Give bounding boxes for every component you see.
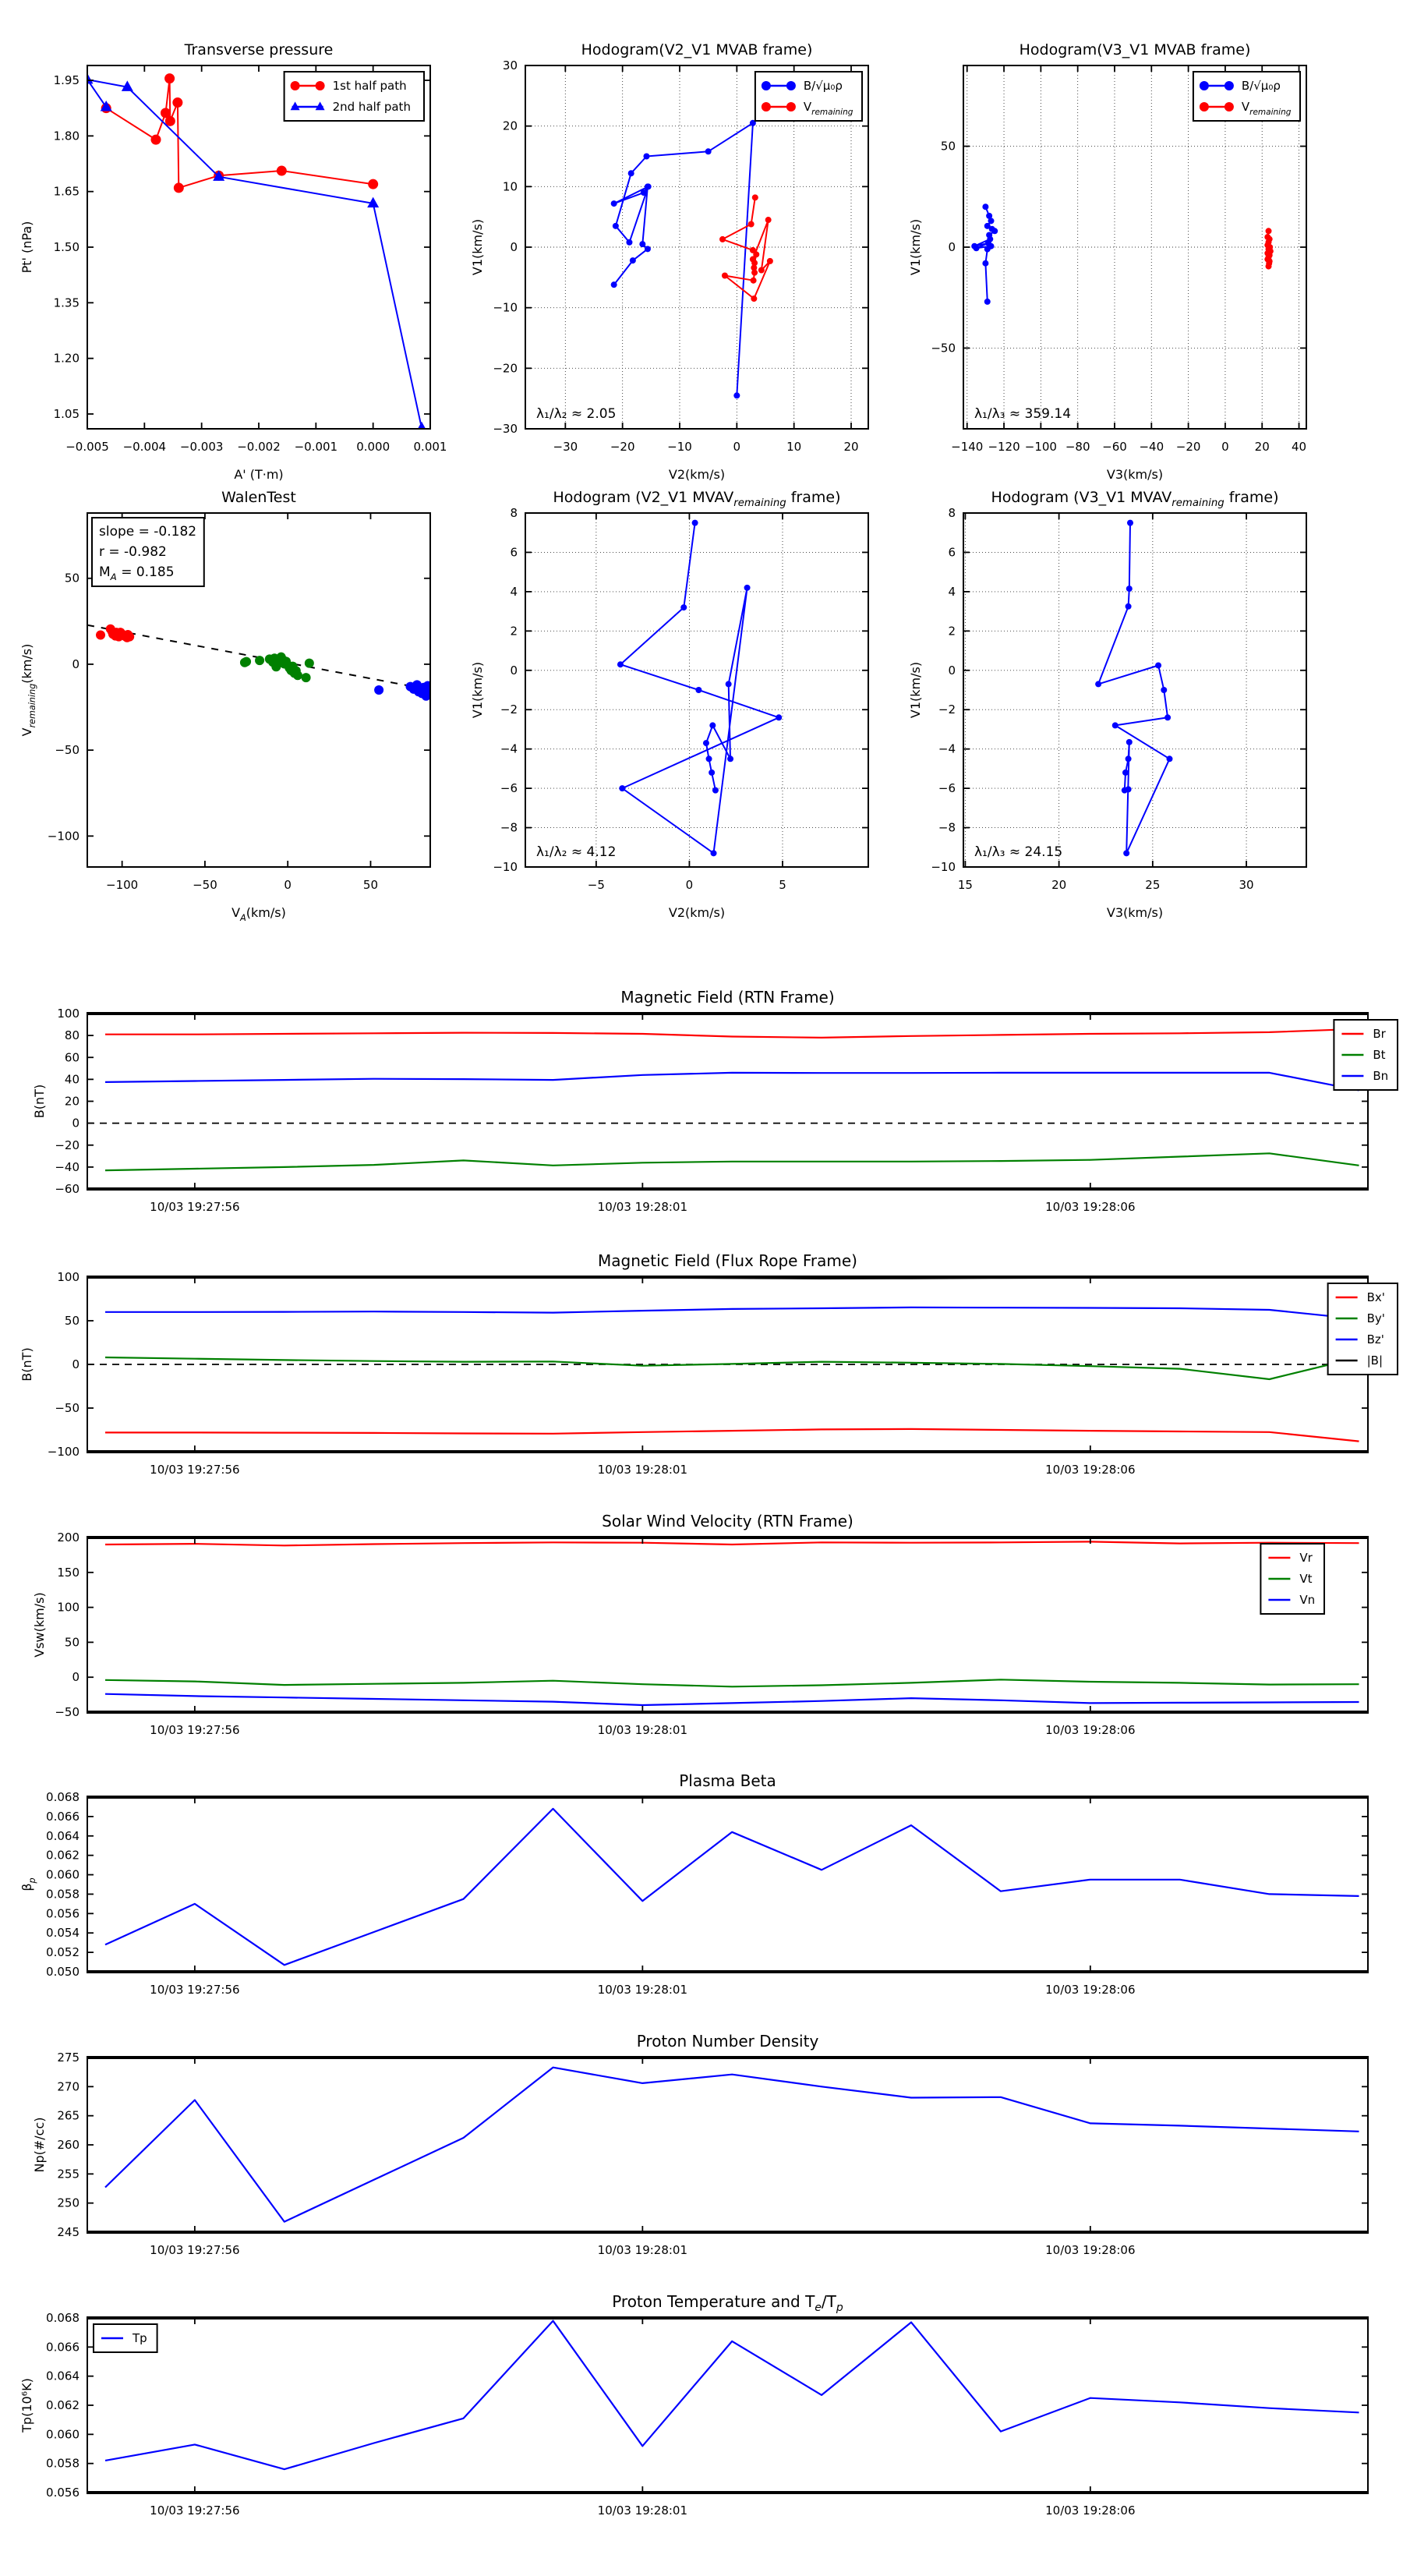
y-axis-label: V1(km/s) [908, 218, 923, 276]
x-tick-label: −60 [1102, 440, 1127, 454]
legend [1328, 1283, 1398, 1375]
x-tick-label: 0 [1221, 440, 1229, 454]
x-tick-label: 30 [1239, 878, 1254, 892]
legend [1334, 1020, 1398, 1090]
legend-label: Vr [1299, 1551, 1313, 1565]
panel-magnetic-field-rtn [32, 988, 1398, 1214]
x-tick-label: 10 [786, 440, 802, 454]
panel-title: Magnetic Field (RTN Frame) [620, 988, 835, 1007]
x-tick-label: −100 [1024, 440, 1057, 454]
y-tick-label: 20 [502, 119, 518, 133]
x-tick-label: 10/03 19:27:56 [150, 1983, 240, 1997]
y-tick-label: 100 [57, 1270, 80, 1284]
y-tick-label: 0.058 [46, 1887, 80, 1902]
panel-title: Hodogram (V2_V1 $MVAV_{remaining}$ frame) [553, 489, 841, 509]
y-tick-label: 80 [64, 1028, 80, 1043]
x-tick-label: 20 [1254, 440, 1270, 454]
y-tick-label: −10 [931, 860, 956, 874]
panel-plasma-beta [19, 1771, 1369, 1997]
y-tick-label: 0.062 [46, 1848, 80, 1863]
y-axis-label: V1(km/s) [908, 661, 923, 719]
panel-title: Transverse pressure [184, 41, 334, 58]
x-tick-label: 0.000 [356, 440, 391, 454]
y-tick-label: −2 [500, 702, 518, 717]
y-tick-label: 0 [948, 663, 956, 678]
legend-label: Bx' [1366, 1290, 1385, 1304]
y-tick-label: −100 [47, 829, 80, 844]
panel-title: Proton Temperature and $T_e/T_p$ [612, 2292, 843, 2314]
legend [94, 2324, 157, 2352]
legend-label: Bn [1373, 1069, 1389, 1083]
x-tick-label: 10/03 19:28:01 [597, 2243, 688, 2257]
y-tick-label: 40 [64, 1072, 80, 1087]
panel-magnetic-field-flux-rope [19, 1251, 1398, 1477]
legend-label: $V_{remaining}$ [803, 100, 853, 117]
y-tick-label: 4 [510, 584, 518, 599]
x-tick-label: 10/03 19:27:56 [150, 1723, 240, 1737]
y-tick-label: 1.50 [53, 240, 80, 254]
annotation-text: λ₁/λ₃ ≈ 359.14 [974, 406, 1072, 422]
legend-label: Bz' [1366, 1332, 1384, 1346]
x-axis-label: $V_A(km/s)$ [231, 905, 286, 923]
y-tick-label: 30 [502, 58, 518, 73]
y-tick-label: −8 [500, 820, 518, 835]
y-tick-label: −4 [500, 741, 518, 756]
x-axis-label: V3(km/s) [1106, 467, 1164, 482]
y-tick-label: 0.062 [46, 2398, 80, 2412]
y-tick-label: 150 [57, 1565, 80, 1580]
y-tick-label: −20 [493, 361, 518, 376]
y-tick-label: 50 [64, 571, 80, 586]
y-tick-label: 0.068 [46, 1790, 80, 1804]
y-tick-label: −60 [55, 1182, 80, 1196]
y-axis-label: Tp(10⁶K) [19, 2378, 34, 2433]
x-axis-label: V2(km/s) [668, 905, 726, 920]
y-tick-label: −40 [55, 1159, 80, 1174]
legend-label: $V_{remaining}$ [1241, 100, 1292, 117]
x-tick-label: −0.002 [237, 440, 281, 454]
y-tick-label: 2 [948, 624, 956, 639]
x-tick-label: 0.001 [413, 440, 447, 454]
x-tick-label: −20 [610, 440, 635, 454]
panel-title: Hodogram (V3_V1 $MVAV_{remaining}$ frame) [991, 489, 1279, 509]
y-tick-label: −50 [55, 1705, 80, 1719]
y-axis-label: V1(km/s) [470, 661, 485, 719]
y-tick-label: 6 [948, 545, 956, 560]
legend-label: Vn [1299, 1593, 1316, 1607]
panel-hodogram-v2v1-mvav [470, 489, 868, 920]
y-tick-label: 0 [510, 663, 518, 678]
x-tick-label: 0 [733, 440, 741, 454]
panel-solar-wind-velocity [32, 1512, 1369, 1737]
y-axis-label: Np(#/cc) [32, 2117, 47, 2173]
x-tick-label: 15 [957, 878, 973, 892]
y-tick-label: 1.20 [53, 351, 80, 366]
x-tick-label: −20 [1175, 440, 1201, 454]
legend-label: 2nd half path [332, 100, 411, 114]
y-axis-label: B(nT) [19, 1347, 34, 1382]
y-tick-label: 6 [510, 545, 518, 560]
y-tick-label: 50 [940, 139, 956, 154]
x-tick-label: −50 [193, 878, 217, 892]
legend-label: B/√μ₀ρ [1241, 79, 1281, 93]
y-tick-label: 20 [64, 1094, 80, 1109]
y-tick-label: 0 [72, 1357, 80, 1371]
x-tick-label: −40 [1139, 440, 1164, 454]
y-axis-label: Vsw(km/s) [32, 1592, 47, 1658]
y-tick-label: 0.068 [46, 2311, 80, 2325]
x-tick-label: 10/03 19:28:01 [597, 1463, 688, 1477]
y-tick-label: 200 [57, 1530, 80, 1545]
y-tick-label: 0 [72, 1670, 80, 1685]
y-tick-label: 0.050 [46, 1965, 80, 1979]
x-tick-label: 10/03 19:28:06 [1045, 1200, 1136, 1214]
x-tick-label: 10/03 19:27:56 [150, 1200, 240, 1214]
legend [284, 72, 424, 121]
annotation-line: slope = -0.182 [99, 524, 197, 540]
x-tick-label: 0 [685, 878, 694, 892]
x-tick-label: −140 [951, 440, 984, 454]
panel-title: Plasma Beta [679, 1771, 776, 1790]
y-tick-label: 0.056 [46, 2486, 80, 2500]
x-tick-label: 0 [284, 878, 292, 892]
y-tick-label: 275 [57, 2051, 80, 2065]
x-tick-label: 50 [362, 878, 379, 892]
y-tick-label: 1.05 [53, 406, 80, 421]
x-axis-label: A' (T·m) [234, 467, 284, 482]
y-axis-label: B(nT) [32, 1084, 47, 1119]
y-tick-label: 0 [72, 1116, 80, 1131]
y-tick-label: 0.060 [46, 1867, 80, 1882]
legend-label: 1st half path [332, 79, 407, 93]
y-tick-label: 1.65 [53, 184, 80, 199]
panel-title: Hodogram(V3_V1 MVAB frame) [1019, 41, 1251, 58]
panel-title: WalenTest [221, 489, 296, 506]
x-tick-label: −0.001 [294, 440, 338, 454]
y-tick-label: 0.066 [46, 2340, 80, 2355]
y-tick-label: 0 [510, 240, 518, 254]
x-tick-label: 40 [1291, 440, 1307, 454]
panel-hodogram-v3v1-mvav [908, 489, 1306, 920]
legend [755, 72, 862, 121]
annotation-line: $M_A = 0.185$ [99, 564, 175, 582]
panel-hodogram-v2v1-mvab [470, 41, 868, 482]
y-tick-label: 0.064 [46, 2369, 80, 2383]
y-tick-label: −50 [931, 341, 956, 356]
y-tick-label: 0.060 [46, 2427, 80, 2442]
y-tick-label: 260 [57, 2138, 80, 2152]
y-tick-label: 1.80 [53, 129, 80, 143]
y-tick-label: 255 [57, 2167, 80, 2181]
x-tick-label: −10 [667, 440, 692, 454]
y-tick-label: −2 [938, 702, 956, 717]
legend-label: By' [1366, 1311, 1385, 1325]
x-tick-label: 10/03 19:28:01 [597, 1983, 688, 1997]
x-tick-label: 10/03 19:27:56 [150, 2503, 240, 2518]
y-tick-label: 60 [64, 1050, 80, 1065]
y-tick-label: 0.066 [46, 1809, 80, 1824]
panel-title: Hodogram(V2_V1 MVAB frame) [581, 41, 813, 58]
panel-title: Solar Wind Velocity (RTN Frame) [602, 1512, 853, 1530]
x-axis-label: V3(km/s) [1106, 905, 1164, 920]
y-tick-label: 50 [64, 1314, 80, 1328]
y-tick-label: 270 [57, 2079, 80, 2094]
y-tick-label: 4 [948, 584, 956, 599]
y-tick-label: −6 [938, 781, 956, 796]
y-tick-label: 1.95 [53, 73, 80, 88]
y-tick-label: 1.35 [53, 295, 80, 310]
x-tick-label: 10/03 19:28:01 [597, 2503, 688, 2518]
legend-label: Tp [133, 2331, 147, 2345]
annotation-line: r = -0.982 [99, 544, 167, 560]
y-tick-label: 0.064 [46, 1828, 80, 1843]
y-tick-label: −50 [55, 743, 80, 758]
x-tick-label: 20 [843, 440, 859, 454]
y-tick-label: 100 [57, 1600, 80, 1615]
x-tick-label: 10/03 19:28:06 [1045, 1463, 1136, 1477]
y-tick-label: −8 [938, 820, 956, 835]
y-tick-label: 0.052 [46, 1945, 80, 1960]
legend-label: |B| [1366, 1353, 1384, 1368]
annotation-text: λ₁/λ₂ ≈ 4.12 [536, 844, 617, 860]
y-tick-label: −30 [493, 422, 518, 436]
x-tick-label: −100 [106, 878, 139, 892]
x-tick-label: 10/03 19:28:06 [1045, 1983, 1136, 1997]
y-tick-label: 10 [502, 179, 518, 194]
y-axis-label: Pt' (nPa) [19, 221, 34, 274]
x-tick-label: −0.005 [65, 440, 109, 454]
x-tick-label: 10/03 19:28:06 [1045, 2243, 1136, 2257]
panel-title: Proton Number Density [636, 2032, 819, 2051]
x-tick-label: −0.003 [179, 440, 224, 454]
legend [1260, 1544, 1324, 1614]
y-tick-label: −10 [493, 300, 518, 315]
legend-label: B/√μ₀ρ [803, 79, 843, 93]
y-tick-label: 8 [948, 506, 956, 520]
panel-hodogram-v3v1-mvab [908, 41, 1306, 482]
annotation-text: λ₁/λ₃ ≈ 24.15 [974, 844, 1063, 860]
y-tick-label: 50 [64, 1635, 80, 1650]
legend [1193, 72, 1300, 121]
y-tick-label: 245 [57, 2225, 80, 2239]
annotation-text: λ₁/λ₂ ≈ 2.05 [536, 406, 617, 422]
y-tick-label: −50 [55, 1401, 80, 1415]
x-tick-label: 20 [1051, 878, 1067, 892]
x-tick-label: −30 [553, 440, 578, 454]
y-tick-label: −4 [938, 741, 956, 756]
x-tick-label: −80 [1065, 440, 1090, 454]
legend-label: Vt [1299, 1572, 1313, 1586]
y-axis-label: $V_{remaining}(km/s)$ [19, 643, 37, 737]
y-tick-label: 0 [72, 656, 80, 671]
x-tick-label: 10/03 19:28:06 [1045, 1723, 1136, 1737]
panel-title: Magnetic Field (Flux Rope Frame) [598, 1251, 857, 1270]
annotation-box [92, 518, 204, 586]
x-tick-label: −120 [988, 440, 1020, 454]
x-tick-label: 10/03 19:27:56 [150, 2243, 240, 2257]
y-tick-label: −20 [55, 1138, 80, 1152]
y-tick-label: 0.054 [46, 1926, 80, 1941]
panel-proton-temperature [19, 2292, 1369, 2518]
y-tick-label: −10 [493, 860, 518, 874]
y-tick-label: −100 [47, 1445, 80, 1459]
y-tick-label: 0.056 [46, 1906, 80, 1921]
x-tick-label: 10/03 19:28:01 [597, 1200, 688, 1214]
y-tick-label: 0 [948, 240, 956, 254]
legend-label: Bt [1373, 1048, 1386, 1062]
x-axis-label: V2(km/s) [668, 467, 726, 482]
y-tick-label: 8 [510, 506, 518, 520]
y-tick-label: 250 [57, 2196, 80, 2210]
panel-proton-number-density [32, 2032, 1369, 2257]
x-tick-label: −0.004 [122, 440, 167, 454]
x-tick-label: 25 [1145, 878, 1161, 892]
x-tick-label: 10/03 19:28:06 [1045, 2503, 1136, 2518]
y-tick-label: 0.058 [46, 2456, 80, 2471]
x-tick-label: 10/03 19:28:01 [597, 1723, 688, 1737]
y-tick-label: 2 [510, 624, 518, 639]
x-tick-label: 10/03 19:27:56 [150, 1463, 240, 1477]
x-tick-label: 5 [779, 878, 786, 892]
y-tick-label: 100 [57, 1007, 80, 1021]
y-tick-label: −6 [500, 781, 518, 796]
y-axis-label: V1(km/s) [470, 218, 485, 276]
y-axis-label: $\beta_p$ [19, 1877, 37, 1891]
legend-label: Br [1373, 1027, 1386, 1041]
y-tick-label: 265 [57, 2108, 80, 2123]
x-tick-label: −5 [587, 878, 605, 892]
